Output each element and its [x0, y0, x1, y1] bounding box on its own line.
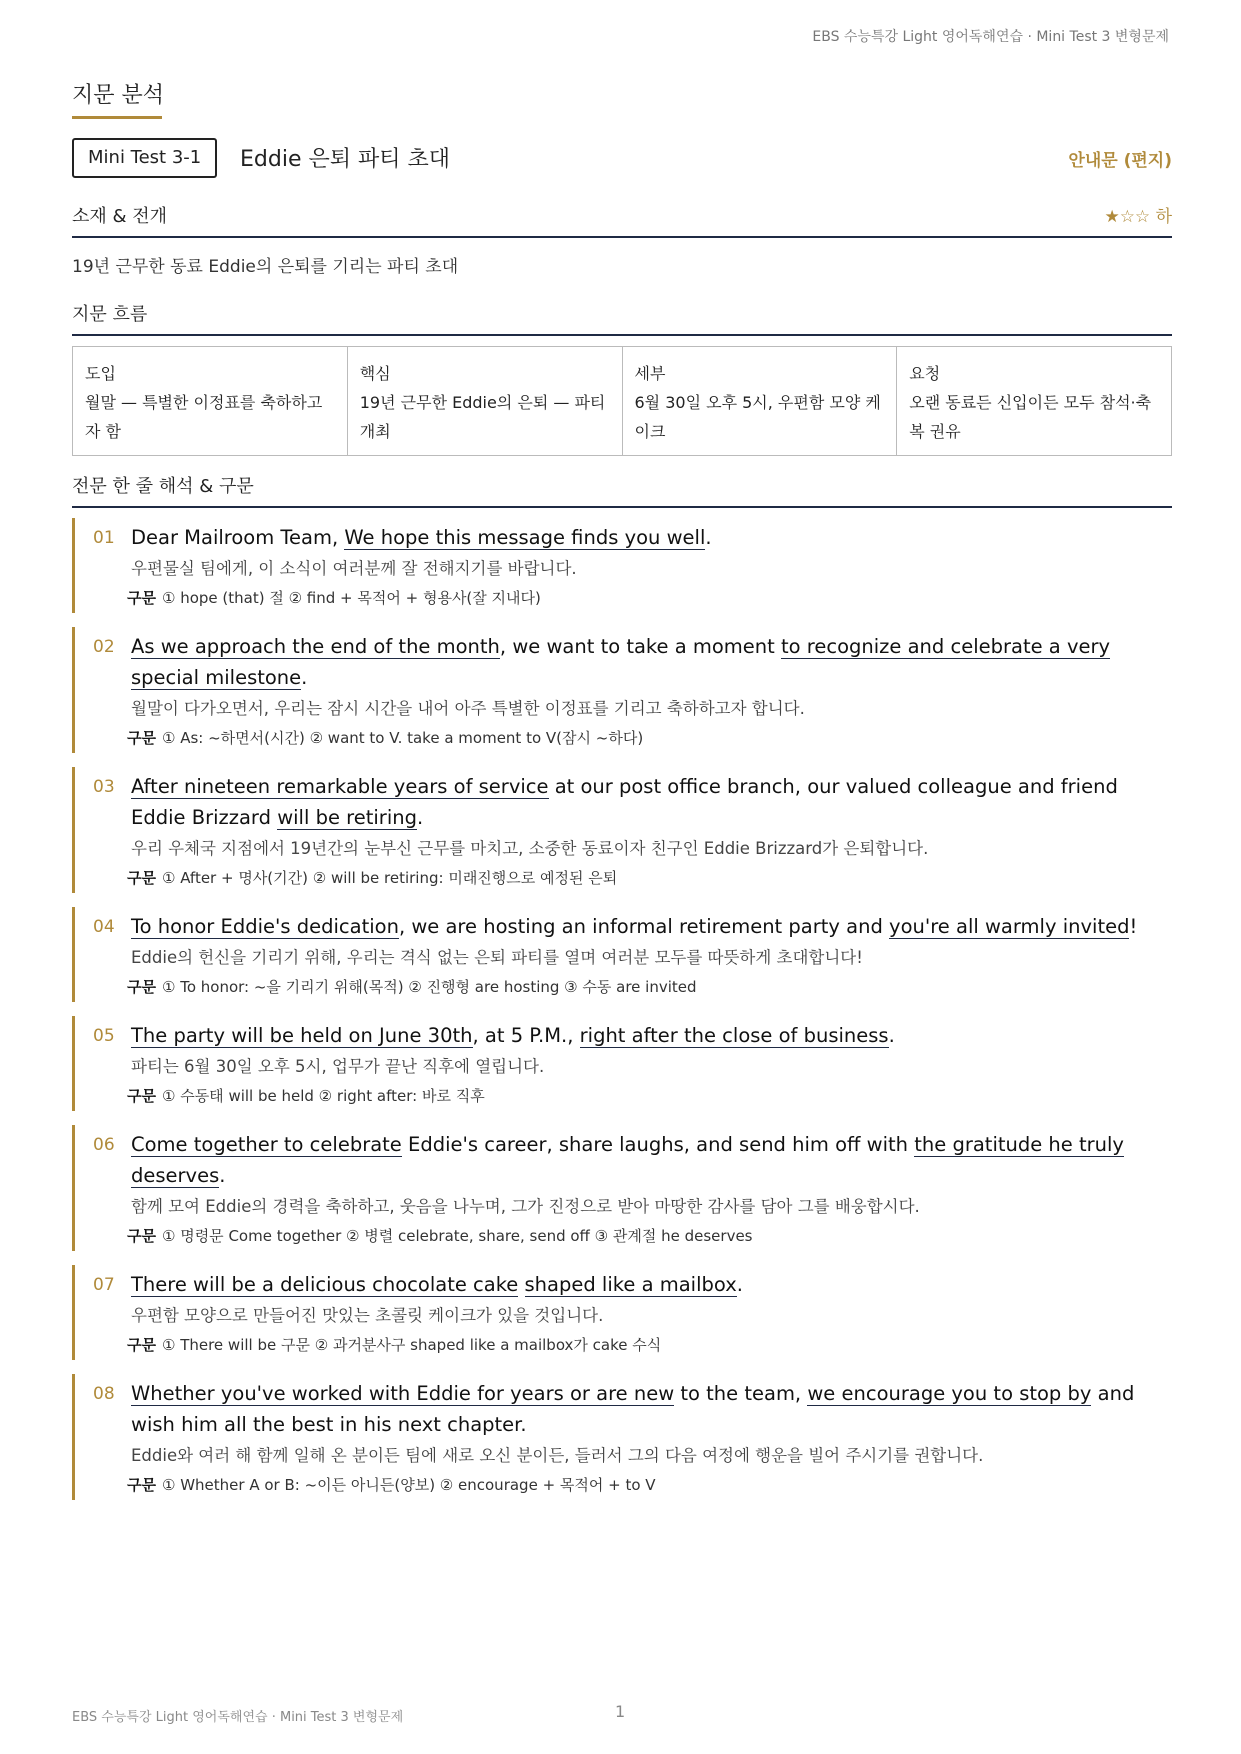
underlined-phrase: you're all warmly invited [889, 915, 1130, 938]
sentence-text: . [416, 806, 424, 829]
flow-heading [72, 300, 1172, 336]
grammar-note [127, 1330, 1172, 1360]
grammar-text: ① As: ~하면서(시간) ② want to V. take a moment to V(잠시 ~하다) [161, 729, 644, 747]
line-item [72, 1265, 1172, 1360]
korean-translation: 우편물실 팀에게, 이 소식이 여러분께 잘 전해지기를 바랍니다. [131, 559, 577, 578]
flow-cell-text: 월말 — 특별한 이정표를 축하하고자 함 [85, 393, 323, 441]
grammar-label: 구문 [127, 869, 156, 887]
underlined-phrase: to recognize and celebrate a very special milestone [131, 635, 1111, 689]
korean-translation: 월말이 다가오면서, 우리는 잠시 시간을 내어 아주 특별한 이정표를 기리고 축하하고자 합니다. [131, 699, 805, 718]
flow-cell-text: 19년 근무한 Eddie의 은퇴 — 파티 개최 [359, 393, 606, 441]
underlined-phrase: the gratitude he truly deserves [131, 1133, 1124, 1187]
grammar-label: 구문 [127, 1227, 156, 1245]
grammar-text: ① After + 명사(기간) ② will be retiring: 미래진행으로 예정된 은퇴 [161, 869, 618, 887]
line-list [72, 518, 1172, 1514]
underlined-phrase: Come together to celebrate [131, 1133, 402, 1156]
line-number: 02 [93, 637, 115, 657]
underlined-phrase: We hope this message finds you well [344, 526, 706, 549]
english-sentence [131, 1125, 1172, 1191]
sentence-text: . [219, 1164, 226, 1187]
running-header: EBS 수능특강 Light 영어독해연습 · Mini Test 3 변형문제 [812, 29, 1169, 45]
line-number: 04 [93, 917, 115, 937]
lines-heading-label: 전문 한 줄 해석 & 구문 [72, 476, 254, 497]
line-number: 03 [93, 777, 115, 797]
section-underline [72, 116, 162, 119]
flow-cell-label: 핵심 [359, 364, 391, 383]
line-number: 08 [93, 1384, 115, 1404]
document-type: 안내문 (편지) [1068, 151, 1172, 171]
lines-heading [72, 472, 1172, 508]
sentence-text [518, 1273, 524, 1296]
line-item [72, 1374, 1172, 1500]
sentence-text: and wish him all the best in his next chapter. [131, 1382, 1135, 1436]
grammar-label: 구문 [127, 1087, 156, 1105]
grammar-note [127, 972, 1172, 1002]
sentence-text: . [888, 1024, 895, 1047]
korean-translation: 우편함 모양으로 만들어진 맛있는 초콜릿 케이크가 있을 것입니다. [131, 1306, 604, 1325]
grammar-text: ① 명령문 Come together ② 병렬 celebrate, share, send off ③ 관계절 he deserves [161, 1227, 753, 1245]
english-sentence [131, 907, 1172, 942]
english-sentence [131, 1265, 1172, 1300]
sentence-text: , we want to take a moment [499, 635, 781, 658]
test-badge: Mini Test 3-1 [72, 138, 217, 178]
underlined-phrase: Whether you've worked with Eddie for years or are new [131, 1382, 675, 1405]
underlined-phrase: To honor Eddie's dedication [131, 915, 399, 938]
grammar-text: ① There will be 구문 ② 과거분사구 shaped like a mailbox가 cake 수식 [161, 1336, 662, 1354]
sentence-text: , at 5 P.M., [472, 1024, 580, 1047]
underlined-phrase: There will be a delicious chocolate cake [131, 1273, 519, 1296]
sentence-text: Dear Mailroom Team, [131, 526, 345, 549]
flow-cell [73, 347, 347, 455]
line-item [72, 627, 1172, 753]
grammar-label: 구문 [127, 1476, 156, 1494]
grammar-text: ① 수동태 will be held ② right after: 바로 직후 [161, 1087, 485, 1105]
underlined-phrase: will be retiring [277, 806, 417, 829]
english-sentence [131, 767, 1172, 833]
topic-heading-label: 소재 & 전개 [72, 206, 168, 227]
grammar-label: 구문 [127, 589, 156, 607]
section-title: 지문 분석 [72, 83, 165, 108]
grammar-label: 구문 [127, 978, 156, 996]
english-sentence [131, 627, 1172, 693]
passage-title-row [72, 138, 1172, 180]
sentence-text: . [705, 526, 712, 549]
korean-translation: 파티는 6월 30일 오후 5시, 업무가 끝난 직후에 열립니다. [131, 1057, 545, 1076]
grammar-note [127, 583, 1172, 613]
english-sentence [131, 1016, 1172, 1051]
sentence-text: ! [1129, 915, 1138, 938]
grammar-note [127, 1221, 1172, 1251]
korean-translation: 우리 우체국 지점에서 19년간의 눈부신 근무를 마치고, 소중한 동료이자 친구인 Eddie Brizzard가 은퇴합니다. [131, 839, 929, 858]
topic-heading [72, 202, 1172, 238]
flow-cell-text: 6월 30일 오후 5시, 우편함 모양 케이크 [634, 393, 881, 441]
grammar-label: 구문 [127, 729, 156, 747]
topic-text: 19년 근무한 동료 Eddie의 은퇴를 기리는 파티 초대 [72, 257, 459, 277]
underlined-phrase: right after the close of business [579, 1024, 889, 1047]
sentence-text: to the team, [674, 1382, 808, 1405]
grammar-note [127, 863, 1172, 893]
flow-heading-label: 지문 흐름 [72, 304, 148, 325]
korean-translation: Eddie의 헌신을 기리기 위해, 우리는 격식 없는 은퇴 파티를 열며 여러분 모두를 따뜻하게 초대합니다! [131, 948, 863, 967]
flow-cell-label: 세부 [634, 364, 666, 383]
underlined-phrase: we encourage you to stop by [807, 1382, 1092, 1405]
grammar-text: ① hope (that) 절 ② find + 목적어 + 형용사(잘 지내다) [161, 589, 541, 607]
line-item [72, 518, 1172, 613]
grammar-text: ① To honor: ~을 기리기 위해(목적) ② 진행형 are hosting ③ 수동 are invited [161, 978, 697, 996]
line-number: 06 [93, 1135, 115, 1155]
line-item [72, 907, 1172, 1002]
passage-title: Eddie 은퇴 파티 초대 [240, 147, 450, 172]
flow-cell [622, 347, 897, 455]
flow-cell-text: 오랜 동료든 신입이든 모두 참석·축복 권유 [909, 393, 1152, 441]
english-sentence [131, 1374, 1172, 1440]
grammar-note [127, 723, 1172, 753]
sentence-text: . [301, 666, 308, 689]
flow-cell-label: 요청 [909, 364, 941, 383]
footer-text: EBS 수능특강 Light 영어독해연습 · Mini Test 3 변형문제 [72, 1710, 404, 1725]
flow-cell [347, 347, 622, 455]
sentence-text: at our post office branch, our valued colleague and friend Eddie Brizzard [131, 775, 1118, 829]
underlined-phrase: After nineteen remarkable years of service [131, 775, 549, 798]
line-number: 05 [93, 1026, 115, 1046]
grammar-note [127, 1081, 1172, 1111]
grammar-note [127, 1470, 1172, 1500]
sentence-text: Eddie's career, share laughs, and send him off with [401, 1133, 915, 1156]
english-sentence [131, 518, 1172, 553]
underlined-phrase: shaped like a mailbox [524, 1273, 737, 1296]
page-number: 1 [615, 1702, 626, 1721]
grammar-text: ① Whether A or B: ~이든 아니든(양보) ② encourage + 목적어 + to V [161, 1476, 656, 1494]
line-item [72, 1125, 1172, 1251]
line-item [72, 1016, 1172, 1111]
line-number: 07 [93, 1275, 115, 1295]
korean-translation: Eddie와 여러 해 함께 일해 온 분이든 팀에 새로 오신 분이든, 들러서 그의 다음 여정에 행운을 빌어 주시기를 권합니다. [131, 1446, 984, 1465]
line-item [72, 767, 1172, 893]
flow-table [72, 346, 1172, 456]
korean-translation: 함께 모여 Eddie의 경력을 축하하고, 웃음을 나누며, 그가 진정으로 받아 마땅한 감사를 담아 그를 배웅합시다. [131, 1197, 920, 1216]
difficulty-rating: ★☆☆ 하 [1104, 207, 1172, 227]
sentence-text: , we are hosting an informal retirement party and [398, 915, 890, 938]
underlined-phrase: As we approach the end of the month [131, 635, 500, 658]
flow-cell [896, 347, 1171, 455]
grammar-label: 구문 [127, 1336, 156, 1354]
sentence-text: . [736, 1273, 743, 1296]
line-number: 01 [93, 528, 115, 548]
flow-cell-label: 도입 [85, 364, 116, 383]
underlined-phrase: The party will be held on June 30th [131, 1024, 473, 1047]
